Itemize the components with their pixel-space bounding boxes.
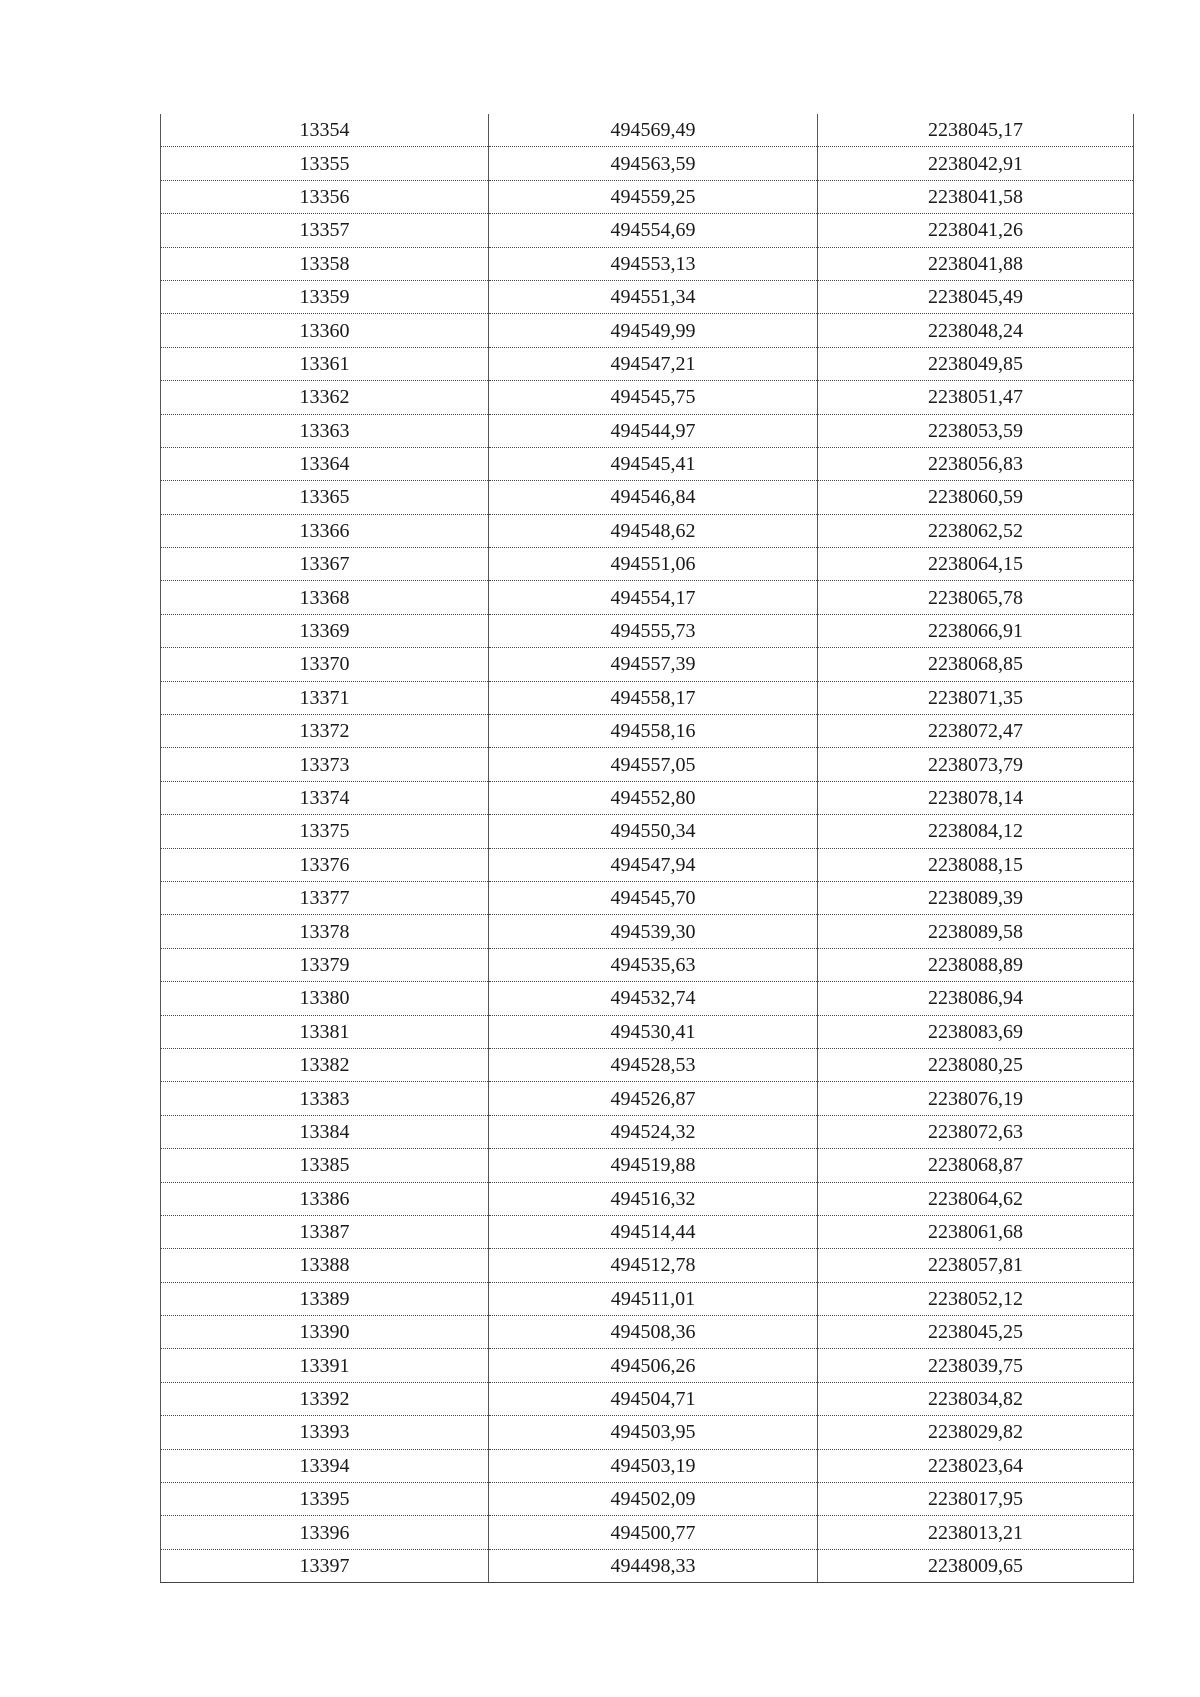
x-coordinate-cell: 494547,94: [489, 848, 818, 881]
point-number-cell: 13367: [161, 548, 489, 581]
table-row: [161, 1215, 1134, 1248]
table-row: [161, 1416, 1134, 1449]
point-number-cell: 13379: [161, 948, 489, 981]
table-row: [161, 147, 1134, 180]
table-row: [161, 1549, 1134, 1582]
point-number-cell: 13395: [161, 1483, 489, 1516]
x-coordinate-cell: 494554,69: [489, 214, 818, 247]
point-number-cell: 13358: [161, 247, 489, 280]
x-coordinate-cell: 494508,36: [489, 1316, 818, 1349]
table-row: [161, 214, 1134, 247]
table-row: [161, 1282, 1134, 1315]
table-row: [161, 1048, 1134, 1081]
point-number-cell: 13371: [161, 681, 489, 714]
x-coordinate-cell: 494514,44: [489, 1215, 818, 1248]
point-number-cell: 13376: [161, 848, 489, 881]
point-number-cell: 13377: [161, 881, 489, 914]
x-coordinate-cell: 494558,16: [489, 715, 818, 748]
x-coordinate-cell: 494569,49: [489, 114, 818, 147]
table-row: [161, 180, 1134, 213]
y-coordinate-cell: 2238034,82: [818, 1382, 1134, 1415]
y-coordinate-cell: 2238065,78: [818, 581, 1134, 614]
y-coordinate-cell: 2238060,59: [818, 481, 1134, 514]
table-row: [161, 347, 1134, 380]
table-row: [161, 514, 1134, 547]
point-number-cell: 13357: [161, 214, 489, 247]
point-number-cell: 13369: [161, 614, 489, 647]
y-coordinate-cell: 2238013,21: [818, 1516, 1134, 1549]
x-coordinate-cell: 494503,19: [489, 1449, 818, 1482]
y-coordinate-cell: 2238083,69: [818, 1015, 1134, 1048]
x-coordinate-cell: 494548,62: [489, 514, 818, 547]
point-number-cell: 13390: [161, 1316, 489, 1349]
table-row: [161, 1449, 1134, 1482]
point-number-cell: 13360: [161, 314, 489, 347]
table-row: [161, 447, 1134, 480]
table-row: [161, 614, 1134, 647]
x-coordinate-cell: 494551,34: [489, 280, 818, 313]
x-coordinate-cell: 494530,41: [489, 1015, 818, 1048]
point-number-cell: 13391: [161, 1349, 489, 1382]
y-coordinate-cell: 2238048,24: [818, 314, 1134, 347]
point-number-cell: 13356: [161, 180, 489, 213]
y-coordinate-cell: 2238064,15: [818, 548, 1134, 581]
y-coordinate-cell: 2238053,59: [818, 414, 1134, 447]
x-coordinate-cell: 494524,32: [489, 1115, 818, 1148]
table-row: [161, 381, 1134, 414]
x-coordinate-cell: 494549,99: [489, 314, 818, 347]
x-coordinate-cell: 494516,32: [489, 1182, 818, 1215]
x-coordinate-cell: 494539,30: [489, 915, 818, 948]
point-number-cell: 13363: [161, 414, 489, 447]
y-coordinate-cell: 2238066,91: [818, 614, 1134, 647]
y-coordinate-cell: 2238073,79: [818, 748, 1134, 781]
table-row: [161, 1149, 1134, 1182]
x-coordinate-cell: 494526,87: [489, 1082, 818, 1115]
x-coordinate-cell: 494551,06: [489, 548, 818, 581]
y-coordinate-cell: 2238023,64: [818, 1449, 1134, 1482]
table-row: [161, 715, 1134, 748]
table-row: [161, 1115, 1134, 1148]
x-coordinate-cell: 494554,17: [489, 581, 818, 614]
y-coordinate-cell: 2238045,17: [818, 114, 1134, 147]
y-coordinate-cell: 2238041,26: [818, 214, 1134, 247]
coordinates-table-body: [161, 114, 1134, 1583]
point-number-cell: 13392: [161, 1382, 489, 1415]
y-coordinate-cell: 2238017,95: [818, 1483, 1134, 1516]
point-number-cell: 13354: [161, 114, 489, 147]
y-coordinate-cell: 2238029,82: [818, 1416, 1134, 1449]
y-coordinate-cell: 2238086,94: [818, 982, 1134, 1015]
table-row: [161, 982, 1134, 1015]
x-coordinate-cell: 494557,39: [489, 648, 818, 681]
point-number-cell: 13374: [161, 781, 489, 814]
point-number-cell: 13375: [161, 815, 489, 848]
point-number-cell: 13388: [161, 1249, 489, 1282]
y-coordinate-cell: 2238051,47: [818, 381, 1134, 414]
x-coordinate-cell: 494535,63: [489, 948, 818, 981]
x-coordinate-cell: 494506,26: [489, 1349, 818, 1382]
x-coordinate-cell: 494502,09: [489, 1483, 818, 1516]
point-number-cell: 13378: [161, 915, 489, 948]
point-number-cell: 13365: [161, 481, 489, 514]
point-number-cell: 13364: [161, 447, 489, 480]
point-number-cell: 13387: [161, 1215, 489, 1248]
y-coordinate-cell: 2238068,87: [818, 1149, 1134, 1182]
table-row: [161, 247, 1134, 280]
point-number-cell: 13361: [161, 347, 489, 380]
point-number-cell: 13380: [161, 982, 489, 1015]
table-row: [161, 314, 1134, 347]
x-coordinate-cell: 494563,59: [489, 147, 818, 180]
point-number-cell: 13382: [161, 1048, 489, 1081]
x-coordinate-cell: 494511,01: [489, 1282, 818, 1315]
point-number-cell: 13368: [161, 581, 489, 614]
table-row: [161, 581, 1134, 614]
table-row: [161, 481, 1134, 514]
x-coordinate-cell: 494559,25: [489, 180, 818, 213]
table-row: [161, 1483, 1134, 1516]
y-coordinate-cell: 2238049,85: [818, 347, 1134, 380]
y-coordinate-cell: 2238045,25: [818, 1316, 1134, 1349]
y-coordinate-cell: 2238041,58: [818, 180, 1134, 213]
y-coordinate-cell: 2238052,12: [818, 1282, 1134, 1315]
x-coordinate-cell: 494544,97: [489, 414, 818, 447]
point-number-cell: 13397: [161, 1549, 489, 1582]
table-row: [161, 915, 1134, 948]
x-coordinate-cell: 494546,84: [489, 481, 818, 514]
point-number-cell: 13370: [161, 648, 489, 681]
point-number-cell: 13355: [161, 147, 489, 180]
point-number-cell: 13384: [161, 1115, 489, 1148]
y-coordinate-cell: 2238088,15: [818, 848, 1134, 881]
y-coordinate-cell: 2238042,91: [818, 147, 1134, 180]
x-coordinate-cell: 494528,53: [489, 1048, 818, 1081]
y-coordinate-cell: 2238072,63: [818, 1115, 1134, 1148]
x-coordinate-cell: 494504,71: [489, 1382, 818, 1415]
table-row: [161, 848, 1134, 881]
y-coordinate-cell: 2238045,49: [818, 280, 1134, 313]
table-row: [161, 1516, 1134, 1549]
y-coordinate-cell: 2238039,75: [818, 1349, 1134, 1382]
y-coordinate-cell: 2238088,89: [818, 948, 1134, 981]
y-coordinate-cell: 2238071,35: [818, 681, 1134, 714]
coordinates-table: [160, 114, 1134, 1583]
x-coordinate-cell: 494552,80: [489, 781, 818, 814]
point-number-cell: 13394: [161, 1449, 489, 1482]
point-number-cell: 13381: [161, 1015, 489, 1048]
x-coordinate-cell: 494547,21: [489, 347, 818, 380]
point-number-cell: 13393: [161, 1416, 489, 1449]
table-row: [161, 1082, 1134, 1115]
y-coordinate-cell: 2238056,83: [818, 447, 1134, 480]
table-row: [161, 280, 1134, 313]
table-row: [161, 648, 1134, 681]
point-number-cell: 13389: [161, 1282, 489, 1315]
point-number-cell: 13396: [161, 1516, 489, 1549]
x-coordinate-cell: 494545,70: [489, 881, 818, 914]
table-row: [161, 548, 1134, 581]
y-coordinate-cell: 2238064,62: [818, 1182, 1134, 1215]
y-coordinate-cell: 2238080,25: [818, 1048, 1134, 1081]
table-row: [161, 748, 1134, 781]
y-coordinate-cell: 2238076,19: [818, 1082, 1134, 1115]
table-row: [161, 114, 1134, 147]
table-row: [161, 815, 1134, 848]
x-coordinate-cell: 494550,34: [489, 815, 818, 848]
x-coordinate-cell: 494545,75: [489, 381, 818, 414]
point-number-cell: 13385: [161, 1149, 489, 1182]
x-coordinate-cell: 494500,77: [489, 1516, 818, 1549]
x-coordinate-cell: 494545,41: [489, 447, 818, 480]
point-number-cell: 13366: [161, 514, 489, 547]
y-coordinate-cell: 2238078,14: [818, 781, 1134, 814]
y-coordinate-cell: 2238089,39: [818, 881, 1134, 914]
y-coordinate-cell: 2238009,65: [818, 1549, 1134, 1582]
x-coordinate-cell: 494512,78: [489, 1249, 818, 1282]
table-row: [161, 1015, 1134, 1048]
point-number-cell: 13386: [161, 1182, 489, 1215]
x-coordinate-cell: 494558,17: [489, 681, 818, 714]
y-coordinate-cell: 2238068,85: [818, 648, 1134, 681]
point-number-cell: 13372: [161, 715, 489, 748]
y-coordinate-cell: 2238041,88: [818, 247, 1134, 280]
table-row: [161, 681, 1134, 714]
y-coordinate-cell: 2238057,81: [818, 1249, 1134, 1282]
table-row: [161, 781, 1134, 814]
point-number-cell: 13383: [161, 1082, 489, 1115]
x-coordinate-cell: 494553,13: [489, 247, 818, 280]
point-number-cell: 13373: [161, 748, 489, 781]
table-row: [161, 948, 1134, 981]
y-coordinate-cell: 2238089,58: [818, 915, 1134, 948]
x-coordinate-cell: 494519,88: [489, 1149, 818, 1182]
y-coordinate-cell: 2238062,52: [818, 514, 1134, 547]
point-number-cell: 13362: [161, 381, 489, 414]
point-number-cell: 13359: [161, 280, 489, 313]
table-row: [161, 881, 1134, 914]
table-row: [161, 414, 1134, 447]
table-row: [161, 1249, 1134, 1282]
y-coordinate-cell: 2238084,12: [818, 815, 1134, 848]
x-coordinate-cell: 494503,95: [489, 1416, 818, 1449]
y-coordinate-cell: 2238061,68: [818, 1215, 1134, 1248]
table-row: [161, 1349, 1134, 1382]
table-row: [161, 1382, 1134, 1415]
x-coordinate-cell: 494555,73: [489, 614, 818, 647]
x-coordinate-cell: 494498,33: [489, 1549, 818, 1582]
table-row: [161, 1182, 1134, 1215]
x-coordinate-cell: 494532,74: [489, 982, 818, 1015]
table-row: [161, 1316, 1134, 1349]
y-coordinate-cell: 2238072,47: [818, 715, 1134, 748]
x-coordinate-cell: 494557,05: [489, 748, 818, 781]
